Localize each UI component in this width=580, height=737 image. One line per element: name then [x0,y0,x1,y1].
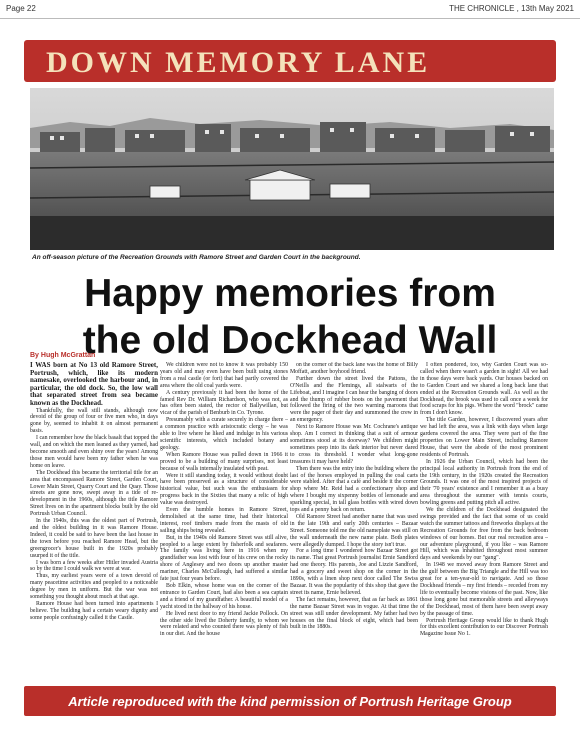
paragraph: I can remember how the black basalt that topped the wall, and on which the men leaned as they yarned, had become smooth and even shiny over the years! Among those men would have been my father when he was home on leave. [30,435,158,469]
paragraph: on the corner of the back lane was the home of Billy Moffatt, another boyhood friend. [290,362,418,375]
page-header [0,0,580,19]
paragraph: For a long time I wondered how Bazaar Street got its name. That great Portrush journalist Ernie Sandford had one theory. His parents, Joe and Lizzie Sandford, had a grocery and sweet shop on the corner in the 1890s, with a linen shop next door called The Swiss Bazaar. It was the popularity of this shop that gave the street its name, Ernie believed. [290,548,418,596]
headline-line-2: the old Dockhead Wall [82,319,498,362]
paragraph: I often pondered, too, why Garden Court was so-called when there wasn't a garden in sight! All we had in those days were back yards. Our houses backed on to Garden Court and we shared a long back lane that ended at the Recreation Grounds wall. As well as the Dockhead, the brook was used to call once a week for food scraps for his pigs. Where the word "brock" came from I don't know. [420,362,548,417]
page-number: Page 22 [6,4,36,13]
paragraph: Old Ramore Street had another name that was used in the late 19th and early 20th centuries – Bazaar Street. Someone told me the old nameplate was still on the wall underneath the new name plate. Both plates were allegedly dumped. I hope the story isn't true. [290,513,418,548]
article-column-1 [30,362,158,682]
article-photo [30,88,554,250]
paragraph: In 1926 the Urban Council, which had been the principal local authority in Portrush from the end of the 19th century, in the 1920s created the Recreation Grounds. It was one of the most inspired projects of their '70 years' existence and I remember it as a busy area throughout the summer with tennis courts, bowling greens and putting pitch all active. [420,458,548,507]
paragraph: Thus, my earliest years were of a town devoid of many peacetime activities and peopled to a noticeable degree by men in uniform. But the war was not something you thought about much at that age. [30,573,158,601]
paragraph: In 1948 we moved away from Ramore Street and the gulf between the Big Triangle and the Hill was too great for a ten-year-old to navigate. And so those Dockhead friends – my first friends – receded from my life to eventually become visions of the past. Now, like those long gone but memorable streets and alleyways of the Dockhead, most of them have been swept away by the passage of time. [420,562,548,617]
headline [30,270,550,364]
paragraph: A century previously it had been the home of the famed Rev Dr. William Richardson, who was not, as has often been stated, the rector of Ballywillan, but vicar of the parish of Benburb in Co. Tyrone. [160,389,288,417]
byline: By Hugh McGrattan [30,352,96,359]
headline-line-1: Happy memories from [84,272,496,315]
article-column-3 [290,362,418,682]
paragraph: I was born a few weeks after Hitler invaded Austria so by the time I could walk we were at war. [30,559,158,573]
footer-credit: Article reproduced with the kind permission of Portrush Heritage Group [68,694,512,709]
paragraph: Bob Elkin, whose home was on the corner of the entrance to Garden Court, had also been a sea captain and a friend of my grandfather. A beautiful model of a yacht stood in the hallway of his house. [160,583,288,610]
article-column-2 [160,362,288,682]
paragraph: Thankfully, the wall still stands, although now devoid of the group of four or five men who, in days gone by, seemed to inhabit it on almost permanent basis. [30,407,158,435]
paragraph: The Dockhead this became the territorial title for an area that encompassed Ramore Street, Garden Court, Lower Main Street, Quarry Court and the Quay. Those streets are gone now, swept away in a tide of re-development in the 1960s, although the title Ramore Street lives on in the apartment blocks built by the old Portrush Urban Council. [30,469,158,518]
photo-caption: An off-season picture of the Recreation Grounds with Ramore Street and Garden Court in the background. [32,254,361,261]
paragraph: The title Garden, however, I discovered years after we had left the area, was a link with days when large gardens covered the area. They were part of the fine properties on Lower Main Street, including Ramore House, that were the abode of the most prominent residents of Portrush. [420,417,548,458]
paragraph: Then there was the entry into the building where the last of the horses employed in pulling the coal carts were stabled. After that a café and beside it the corner shop where Mr. Reid had a confectionary shop and where I bought my sixpenny bottles of lemonade and sparkling special, in tall glass bottles with wired down tops and a penny back on return. [290,465,418,514]
paragraph: We children were not to know it was probably 150 years old and may even have been built using stones from a real castle (or fort) that had partly covered the area where the old coal yards were. [160,362,288,389]
paragraph: I WAS born at No 13 old Ramore Street, Portrush, which, like its modern namesake, overlooked the harbour and, in particular, the old dock. So, the low wall that separated street from sea became known as the Dockhead. [30,362,158,407]
paragraph: Even the humble homes in Ramore Street, demolished at the same time, had their historical interest, roof timbers made from the masts of old sailing ships being revealed. [160,507,288,534]
paragraph: In the 1940s, this was the oldest part of Portrush, and the oldest building in it was Ramore House. Indeed, it could be said to have been the last house in the town before you reached Ramore Head, but the greengrocer's house built in the 1920s probably usurped it of the title. [30,518,158,559]
paragraph: Portrush Heritage Group would like to thank Hugh for this excellent contribution to our Discover Portrush Magazine Issue No 1. [420,617,548,638]
paragraph: Further down the street lived the Pattons, the O'Neills and the Flemings, all stalwarts of the Lifeboat, and I imagine I can hear the banging of doors and the thump of rubber boots on the pavement that followed the firing of the two warning maroons that were the pager of their day and summoned the crew in an emergency. [290,375,418,424]
publication-dateline: THE CHRONICLE , 13th May 2021 [449,4,574,13]
article-column-4 [420,362,548,682]
paragraph: Were it still standing today, it would without doubt have been preserved as a structure of considerable historical value, but such was the enthusiasm for progress back in the Sixties that many a relic of high value was destroyed. [160,472,288,507]
paragraph: Ramore House had been turned into apartments I believe. The building had a certain weary dignity and some people confusingly called it the Castle. [30,600,158,621]
paragraph: But, in the 1940s old Ramore Street was still alive, peopled to a large extent by fisherfolk and seafarers. The family was living here in 1916 when my grandfather was lost with four of his crew on the rocky shore of Anglesey and two doors up another master mariner, Charles McCullough, had suffered a similar fate just four years before. [160,534,288,583]
paragraph: The fact remains, however, that as far back as 1861 the name Bazaar Street was in vogue. At that time the street was still under development. My father had two houses on the final block of eight, which had been built in the 1880s. [290,596,418,631]
paragraph: We the children of the Dockhead designated the swings provided and the fact that some of us could watch the summer tattoos and fireworks displays at the Recreation Grounds for free from the back bedroom windows of our homes. But our real recreation area – our adventure playground, if you like – was Ramore Hill, which was inhabited throughout most summer days and weekends by our "gang". [420,507,548,562]
section-banner-title: DOWN MEMORY LANE [46,46,431,79]
paragraph: When Ramore House was pulled down in 1966 it proved to be a building of many surprises, not least because of walls internally insulated with peat. [160,451,288,472]
paragraph: He lived next door to my friend Jackie Pollock. On the other side lived the Doherty family, to whom we were related and who counted there was plenty of fish in our diet. And the house [160,610,288,638]
paragraph: Next to Ramore House was Mr. Cochrane's antique shop. Am I correct in thinking that a suit of armour sometimes stood at its doorway? We children might sometimes peep into its dark interior but never dared to cross its threshold. I wonder what long-gone treasures it may have held? [290,424,418,465]
paragraph: Presumably with a curate securely in charge there – a common practice with aristocratic clergy – he was able to live where he liked and indulge in his various scientific interests, which included botany and geology. [160,417,288,451]
